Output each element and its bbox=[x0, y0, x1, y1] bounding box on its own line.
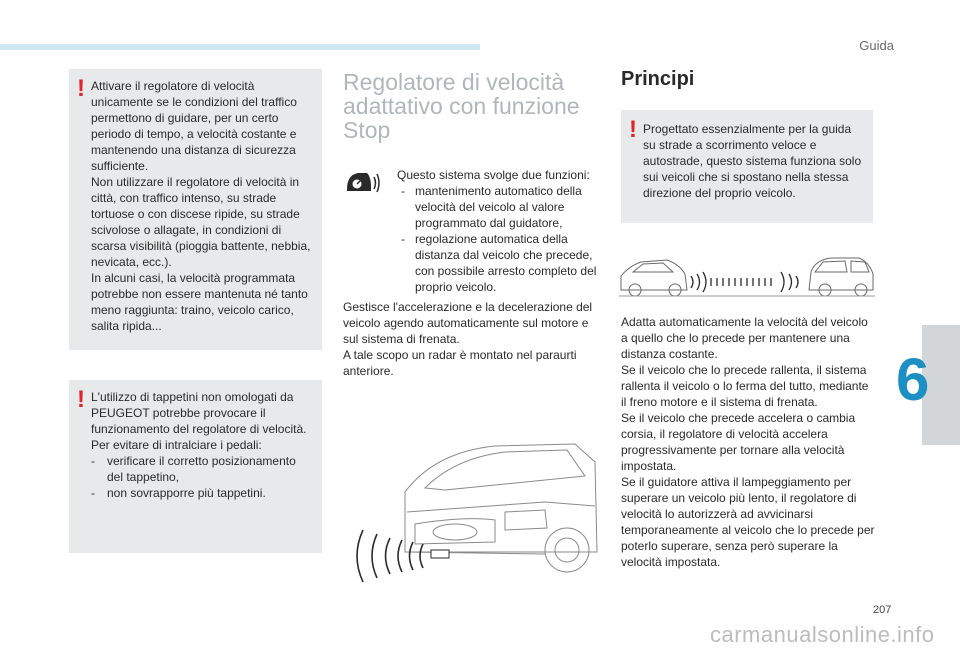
watermark: carmanualsonline.info bbox=[710, 622, 935, 647]
warning-text: Progettato essenzialmente per la guida su strade a scorrimento veloce e autostrade, questo sistema funziona solo sui veicoli che si spostano nella stessa direzione del proprio veicolo. bbox=[643, 122, 862, 200]
header-accent-bar bbox=[0, 44, 480, 50]
body-text: Gestisce l'accelerazione e la decelerazione del veicolo agendo automaticamente sul motore e sul sistema di frenata. bbox=[343, 300, 593, 346]
warning-box-traffic bbox=[69, 69, 322, 350]
warning-text: Attivare il regolatore di velocità unicamente se le condizioni del traffico permettono di guidare, per un certo periodo di tempo, a velocità costante e mantenendo una distanza di sicurezza sufficiente. bbox=[91, 79, 297, 173]
warning-text: Non utilizzare il regolatore di velocità in città, con traffico intenso, su strade tortuose o con discese ripide, su strade scivolose o allagate, in condizioni di scarsa visibilità (pioggia battente, nebbia, nevicata, ecc.). bbox=[91, 175, 311, 269]
list-item: - verificare il corretto posizionamento del tappetino, bbox=[91, 453, 312, 485]
body-text: Se il guidatore attiva il lampeggiamento per superare un veicolo più lento, il regolatore di velocità lo autorizzerà ad avvicinarsi temporaneamente al veicolo che lo precede per poterlo superare, senza però superare la velocità impostata. bbox=[621, 475, 875, 569]
warning-text: In alcuni casi, la velocità programmata potrebbe non essere mantenuta né tanto meno raggiunta: traino, veicolo carico, salita ripida... bbox=[91, 271, 308, 333]
exclamation-icon: ! bbox=[77, 75, 85, 102]
section-header: Guida bbox=[859, 38, 894, 53]
body-text: Se il veicolo che precede accelera o cambia corsia, il regolatore di velocità accelera progressivamente per tornare alla velocità impostata. bbox=[621, 411, 856, 473]
section-title: Regolatore di velocità adattativo con funzione Stop bbox=[343, 69, 580, 143]
warning-box-mats bbox=[69, 380, 322, 553]
exclamation-icon: ! bbox=[77, 386, 85, 413]
warning-text: L'utilizzo di tappetini non omologati da PEUGEOT potrebbe provocare il funzionamento del regolatore di velocità. bbox=[91, 390, 307, 436]
intro-text: Questo sistema svolge due funzioni: bbox=[397, 168, 590, 182]
principles-title: Principi bbox=[621, 68, 695, 90]
list-item: - non sovrapporre più tappetini. bbox=[91, 485, 312, 501]
car-front-radar-illustration bbox=[345, 432, 600, 590]
body-text: Adatta automaticamente la velocità del veicolo a quello che lo precede per mantenere una distanza costante. bbox=[621, 315, 868, 361]
warning-box-usage bbox=[621, 110, 873, 223]
list-item: - regolazione automatica della distanza dal veicolo che precede, con possibile arresto completo del proprio veicolo. bbox=[397, 231, 597, 295]
page-number: 207 bbox=[873, 604, 892, 616]
body-text: Se il veicolo che lo precede rallenta, il sistema rallenta il veicolo o lo ferma del tutto, mediante il freno motore e il sistema di frenata. bbox=[621, 363, 869, 409]
vehicle-following-illustration bbox=[619, 250, 875, 302]
speedometer-radar-icon bbox=[343, 167, 381, 197]
exclamation-icon: ! bbox=[629, 116, 637, 143]
chapter-number: 6 bbox=[896, 346, 930, 413]
list-item: - mantenimento automatico della velocità del veicolo al valore programmato dal guidatore, bbox=[397, 183, 597, 231]
body-text: A tale scopo un radar è montato nel paraurti anteriore. bbox=[343, 348, 577, 378]
warning-text: Per evitare di intralciare i pedali: bbox=[91, 438, 262, 452]
